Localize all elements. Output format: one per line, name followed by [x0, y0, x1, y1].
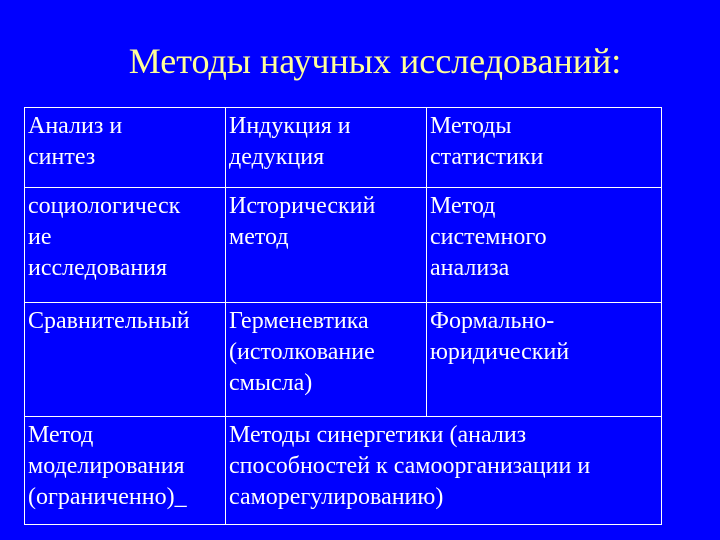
table-cell: Исторический метод	[226, 188, 427, 303]
table-cell: Метод моделирования (ограниченно)_	[25, 417, 226, 525]
table-row	[25, 108, 662, 188]
table-row	[25, 417, 662, 525]
table-cell: Анализ и синтез	[25, 108, 226, 188]
slide-title: Методы научных исследований:	[128, 41, 622, 81]
table-cell: Формально- юридический	[427, 303, 662, 417]
table-row	[25, 188, 662, 303]
table-cell: Сравнительный	[25, 303, 226, 417]
table-cell: Герменевтика (истолкование смысла)	[226, 303, 427, 417]
table-cell: Индукция и дедукция	[226, 108, 427, 188]
table-cell: Методы статистики	[427, 108, 662, 188]
table-cell-merged: Методы синергетики (анализ способностей к самоорганизации и саморегулированию)	[226, 417, 662, 525]
table-cell: социологическ ие исследования	[25, 188, 226, 303]
table-cell: Метод системного анализа	[427, 188, 662, 303]
table-row	[25, 303, 662, 417]
methods-table	[24, 107, 662, 525]
